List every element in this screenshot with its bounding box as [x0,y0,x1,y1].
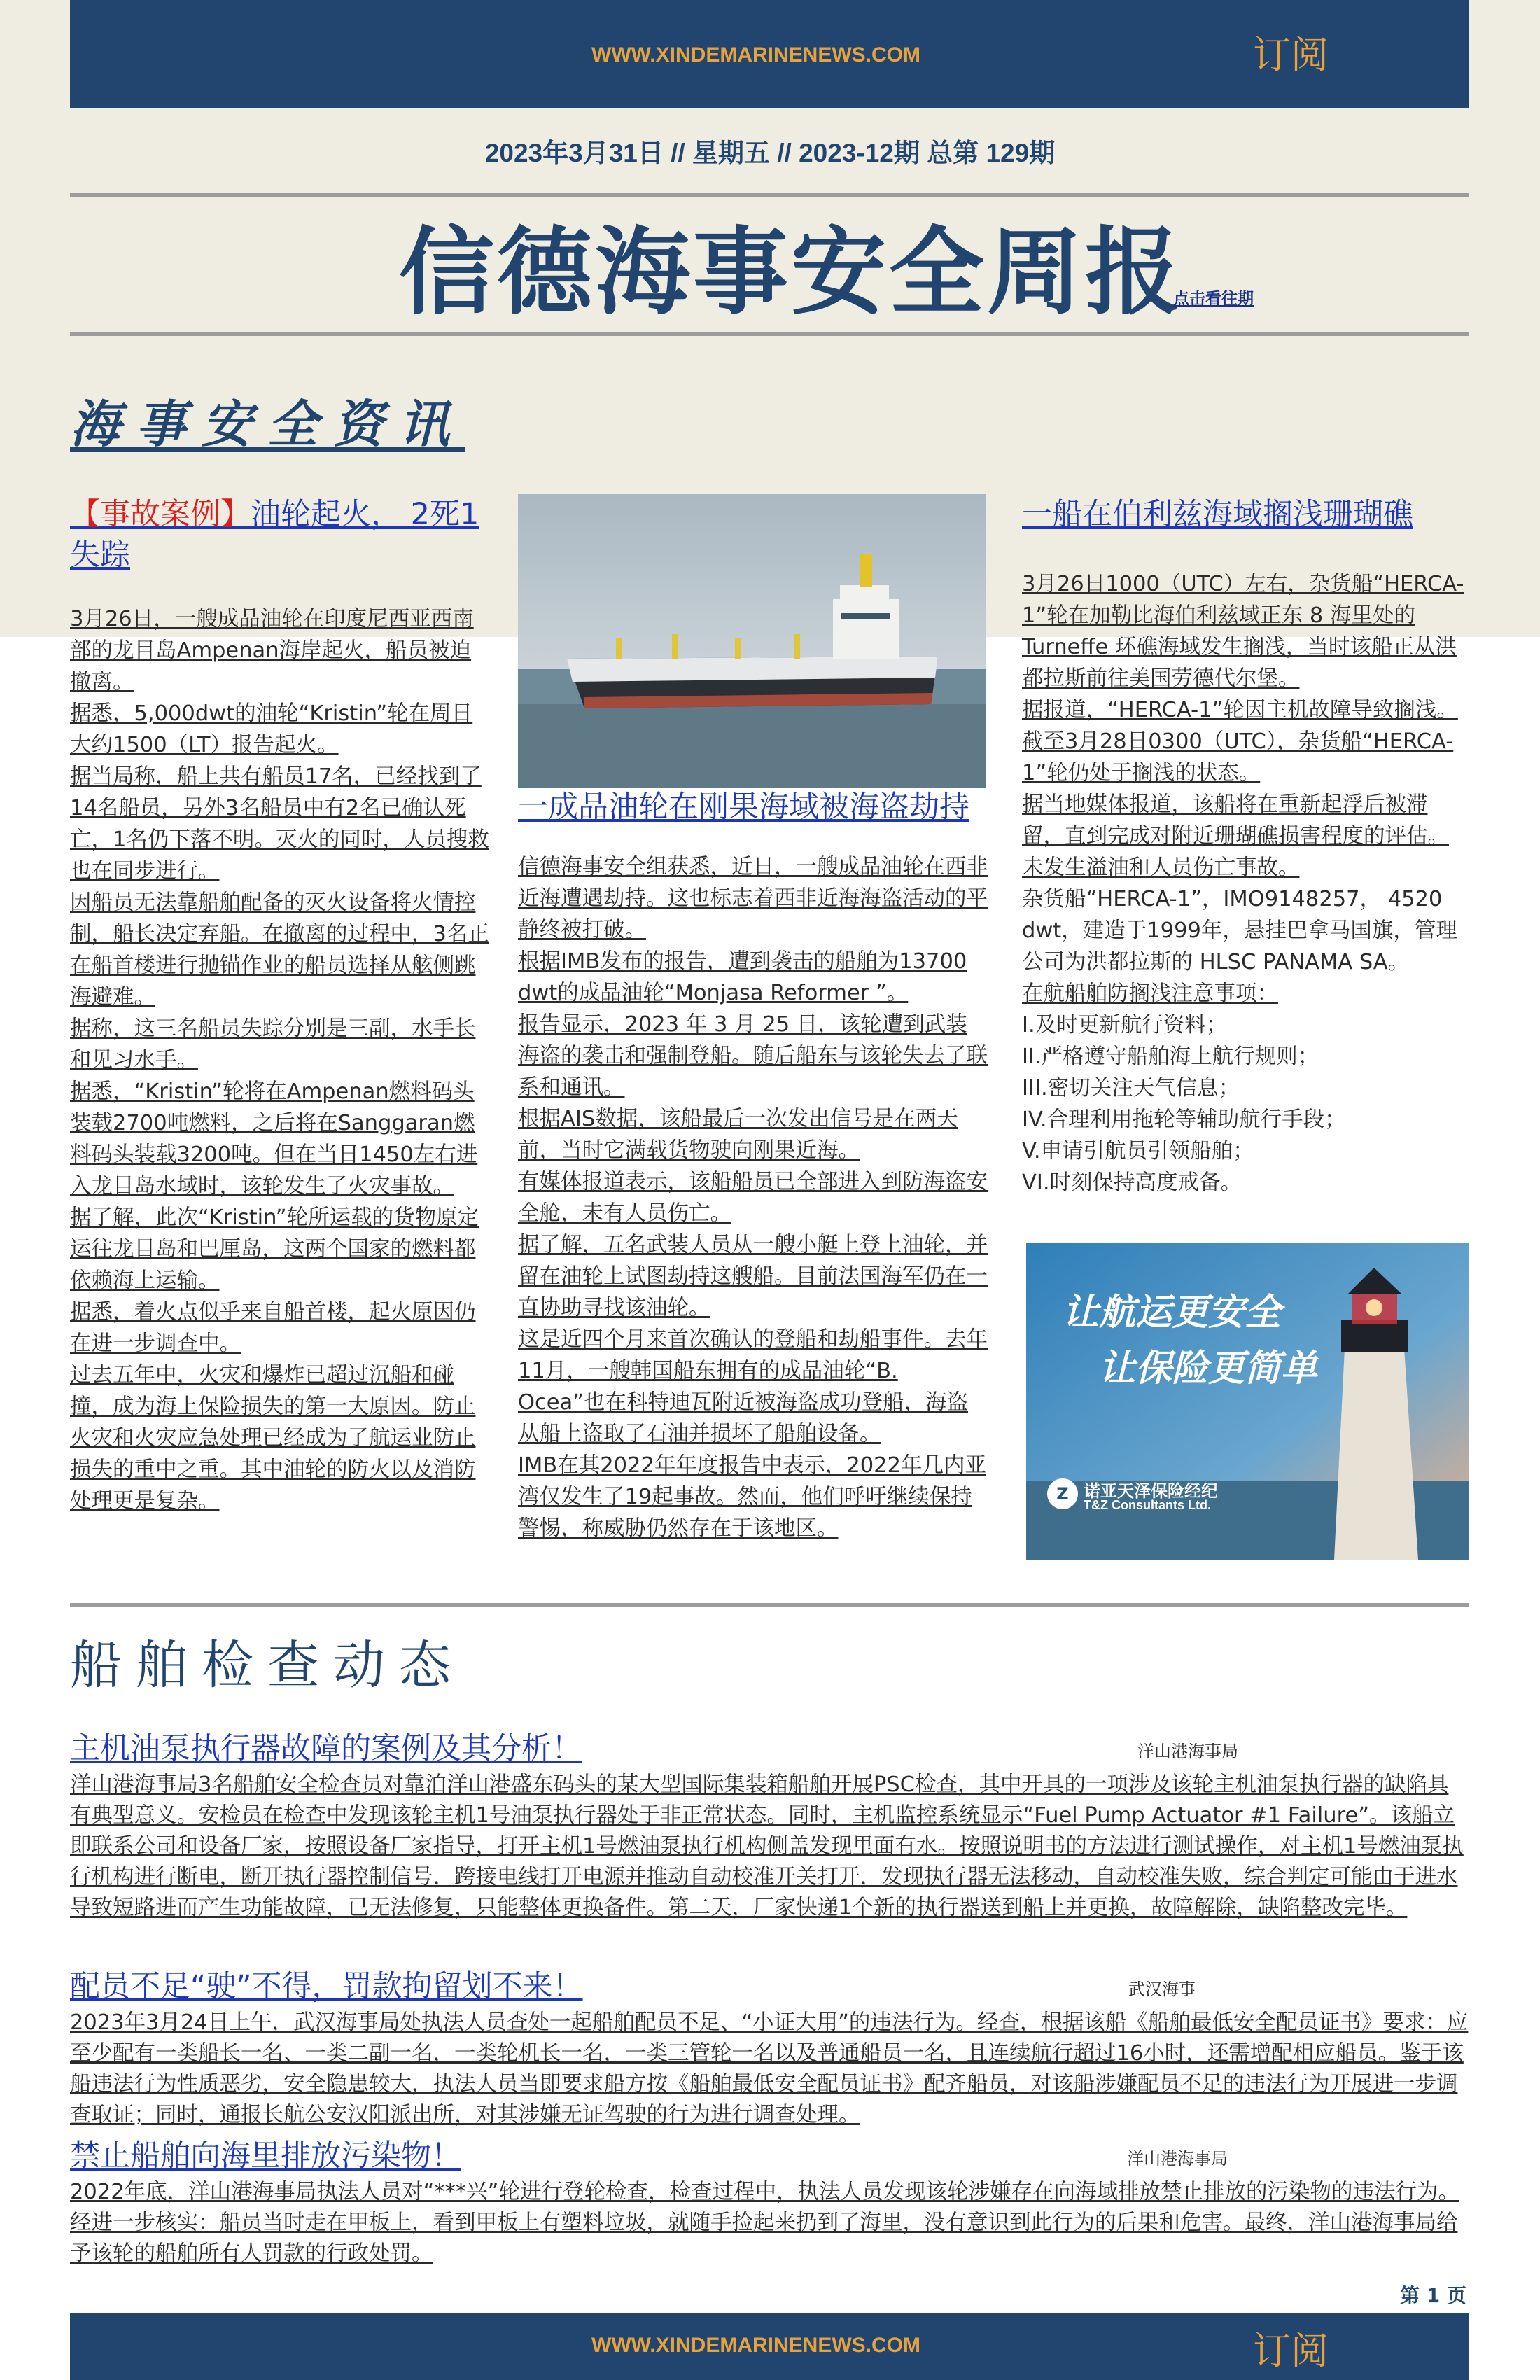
news-title-link[interactable]: 主机油泵执行器故障的案例及其分析！ [70,1731,582,1766]
list-item: III.密切关注天气信息； [1022,1076,1240,1100]
article-paragraph: 过去五年中，火灾和爆炸已超过沉船和碰撞，成为海上保险损失的第一大原因。防止火灾和火灾应急处理已经成为了航运业防止损失的重中之重。其中油轮的防火以及消防处理更是复杂。 [70,1363,476,1513]
section-heading-safety: 海事安全资讯 [70,395,465,454]
article-paragraph: 据悉，5,000dwt的油轮“Kristin”轮在周日大约1500（LT）报告起火。 [70,701,473,757]
article-paragraph: 在航船舶防搁浅注意事项： [1022,981,1278,1006]
article-paragraph: 据称，这三名船员失踪分别是三副，水手长和见习水手。 [70,1016,476,1072]
article-paragraph: 3月26日，一艘成品油轮在印度尼西亚西南部的龙目岛Ampenan海岸起火，船员被迫撤离。 [70,607,474,694]
insurance-ad-banner[interactable] [1026,1243,1469,1560]
article-paragraph: IMB在其2022年年度报告中表示，2022年几内亚湾仅发生了19起事故。然而，他们呼吁继续保持警惕，称威胁仍然存在于该地区。 [518,1453,986,1541]
news-source: 武汉海事 [1128,1980,1196,1999]
ad-company-en: T&Z Consultants Ltd. [1084,1498,1211,1512]
subscribe-link[interactable]: 订阅 [1253,33,1329,77]
company-logo-icon: Z [1047,1478,1078,1509]
news-title-link[interactable]: 配员不足“驶”不得，罚款拘留划不来！ [70,1969,583,2004]
news-body: 2022年底，洋山港海事局执法人员对“***兴”轮进行登轮检查，检查过程中，执法人员发现该轮涉嫌存在向海域排放禁止排放的污染物的违法行为。经进一步核实：船员当时走在甲板上，看到甲板上有塑料垃圾，就随手捡起来扔到了海里，没有意识到此行为的后果和危害。最终，洋山港海事局给予该轮的船舶所有人罚款的行政处罚。 [70,2180,1460,2266]
list-item: V.申请引航员引领船舶； [1022,1139,1254,1163]
article-paragraph: 据悉，“Kristin”轮将在Ampenan燃料码头装载2700吨燃料，之后将在Sanggaran燃料码头装载3200吨。但在当日1450左右进入龙目岛水域时，该轮发生了火灾事故。 [70,1079,478,1198]
article-paragraph: 信德海事安全组获悉，近日，一艘成品油轮在西非近海遭遇劫持。这也标志着西非近海海盗活动的平静终被打破。 [518,855,988,942]
article-paragraph: 因船员无法靠船舶配备的灭火设备将火情控制，船长决定弃船。在撤离的过程中，3名正在船首楼进行抛锚作业的船员选择从舷侧跳海避难。 [70,890,489,1009]
newsletter-title: 信德海事安全周报 [399,218,1183,328]
news-item [70,1966,1469,2131]
section-heading-inspection: 船舶检查动态 [70,1635,465,1695]
news-item [70,2135,1469,2269]
article-paragraph: 这是近四个月来首次确认的登船和劫船事件。去年11月，一艘韩国船东拥有的成品油轮“B. Ocea”也在科特迪瓦附近被海盗成功登船，海盗从船上盗取了石油并损坏了船舶设备。 [518,1327,988,1446]
article-paragraph: 根据AIS数据，该船最后一次发出信号是在两天前，当时它满载货物驶向刚果近海。 [518,1107,958,1163]
divider [70,1603,1469,1607]
article-paragraph: 报告显示，2023 年 3 月 25 日，该轮遭到武装海盗的袭击和强制登船。随后船东与该轮失去了联系和通讯。 [518,1012,988,1100]
list-item: IV.合理利用拖轮等辅助航行手段； [1022,1107,1346,1132]
article-paragraph: 据了解，此次“Kristin”轮所运载的货物原定运往龙目岛和巴厘岛，这两个国家的燃料都依赖海上运输。 [70,1205,479,1293]
article-column-3 [1022,494,1470,1198]
divider [70,332,1469,336]
ad-slogan-line2: 让保险更简单 [1099,1348,1318,1390]
article-column-2 [518,787,988,1544]
article-title-link[interactable]: 一成品油轮在刚果海域被海盗劫持 [518,790,969,825]
list-item: VI.时刻保持高度戒备。 [1022,1170,1242,1195]
ad-company-cn: 诺亚天泽保险经纪 [1084,1481,1218,1501]
article-title-link[interactable]: 油轮起火， 2死1失踪 [70,497,479,573]
site-url-link[interactable]: WWW.XINDEMARINENEWS.COM [592,43,920,66]
news-body: 2023年3月24日上午，武汉海事局处执法人员查处一起船舶配员不足、“小证大用”的违法行为。经查，根据该船《船舶最低安全配员证书》要求：应至少配有一类船长一名、一类二副一名，一类轮机长一名，一类三管轮一名以及普通船员一名，且连续航行超过16小时，还需增配相应船员。鉴于该船违法行为性质恶劣，安全隐患较大，执法人员当即要求船方按《船舶最低安全配员证书》配齐船员，对该船涉嫌配员不足的违法行为开展进一步调查取证；同时，通报长航公安汉阳派出所，对其涉嫌无证驾驶的行为进行调查处理。 [70,2010,1469,2127]
news-title-link[interactable]: 禁止船舶向海里排放污染物！ [70,2138,461,2174]
page-number: 第 1 页 [1400,2284,1466,2307]
article-paragraph: 据悉，着火点似乎来自船首楼，起火原因仍在进一步调查中。 [70,1300,476,1356]
news-item [70,1728,1469,1924]
list-item: I.及时更新航行资料； [1022,1013,1228,1037]
list-item: II.严格遵守船舶海上航行规则； [1022,1044,1320,1069]
top-banner [70,0,1469,108]
article-title-link[interactable]: 一船在伯利兹海域搁浅珊瑚礁 [1022,497,1413,532]
news-source: 洋山港海事局 [1127,2149,1228,2169]
article-paragraph: 据报道，“HERCA-1”轮因主机故障导致搁浅。截至3月28日0300（UTC），杂货船“HERCA-1”轮仍处于搁浅的状态。 [1022,698,1458,785]
article-tag: 【事故案例】 [70,497,251,532]
issue-dateline: 2023年3月31日 // 星期五 // 2023-12期 总第 129期 [484,139,1056,167]
site-url-link[interactable]: WWW.XINDEMARINENEWS.COM [592,2334,920,2357]
article-paragraph: 杂货船“HERCA-1”，IMO9148257， 4520 dwt，建造于1999年，悬挂巴拿马国旗，管理公司为洪都拉斯的 HLSC PANAMA SA。 [1022,887,1457,974]
article-paragraph: 有媒体报道表示，该船船员已全部进入到防海盗安全舱，未有人员伤亡。 [518,1170,988,1226]
article-paragraph: 据当地媒体报道，该船将在重新起浮后被滞留，直到完成对附近珊瑚礁损害程度的评估。未发生溢油和人员伤亡事故。 [1022,792,1449,880]
article-column-1 [70,494,490,1517]
ad-slogan-line1: 让航运更安全 [1063,1292,1282,1334]
article-paragraph: 据当局称，船上共有船员17名，已经找到了14名船员，另外3名船员中有2名已确认死亡，1名仍下落不明。灭火的同时，人员搜救也在同步进行。 [70,764,489,883]
past-issues-link[interactable]: 点击看往期 [1173,290,1254,308]
divider [70,193,1469,197]
tanker-photo [518,494,986,788]
subscribe-link[interactable]: 订阅 [1253,2329,1329,2373]
bottom-banner [70,2313,1469,2380]
article-paragraph: 根据IMB发布的报告，遭到袭击的船舶为13700 dwt的成品油轮“Monjasa Reformer ”。 [518,949,967,1005]
news-body: 洋山港海事局3名船舶安全检查员对靠泊洋山港盛东码头的某大型国际集装箱船舶开展PSC检查，其中开具的一项涉及该轮主机油泵执行器的缺陷具有典型意义。安检员在检查中发现该轮主机1号油泵执行器处于非正常状态。同时，主机监控系统显示“Fuel Pump Actuator #1 Failure”。该船立即联系公司和设备厂家，按照设备厂家指导，打开主机1号燃油泵执行机构侧盖发现里面有水。按照说明书的方法进行测试操作，对主机1号燃油泵执行机构进行断电，断开执行器控制信号，跨接电线打开电源并推动自动校准开关打开，发现执行器无法移动，自动校准失败，综合判定可能由于进水导致短路进而产生功能故障，已无法修复，只能整体更换备件。第二天，厂家快递1个新的执行器送到船上并更换，故障解除，缺陷整改完毕。 [70,1772,1464,1920]
article-paragraph: 据了解，五名武装人员从一艘小艇上登上油轮，并留在油轮上试图劫持这艘船。目前法国海军仍在一直协助寻找该油轮。 [518,1233,988,1320]
article-paragraph: 3月26日1000（UTC）左右，杂货船“HERCA-1”轮在加勒比海伯利兹域正东 8 海里处的 Turneffe 环礁海域发生搁浅，当时该船正从洪都拉斯前往美国劳德代尔堡。 [1022,572,1464,691]
news-source: 洋山港海事局 [1138,1742,1238,1761]
